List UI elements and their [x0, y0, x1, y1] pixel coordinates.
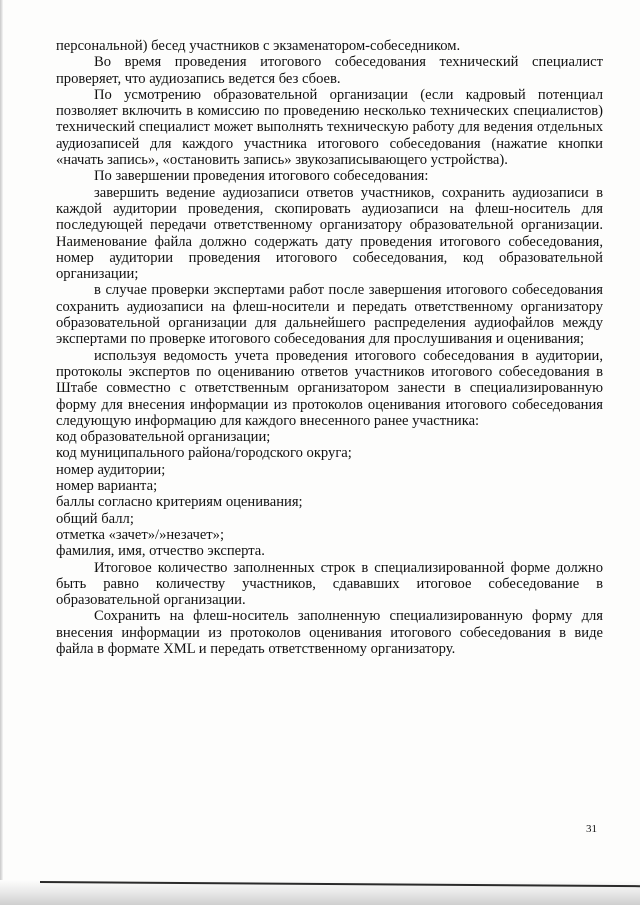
list-item-total-score: общий балл; [56, 510, 134, 527]
paragraph-technical-specialist: По усмотрению образовательной организации (если кадровый потенциал позволяет включить в комиссию по проведению несколько технических специалистов) технический специалист может выполнять техническую работу для ведения отдельных аудиозаписей для каждого участника итогового собеседования (нажатие кнопки «начать запись», «остановить запись» звукозаписывающего устройства). [56, 86, 603, 169]
paragraph-after-interview: По завершении проведения итогового собеседования: [94, 168, 429, 185]
list-item-pass-mark: отметка «зачет»/»незачет»; [56, 526, 225, 543]
page-number: 31 [586, 823, 597, 835]
list-item-district-code: код муниципального района/городского округа; [56, 445, 352, 462]
scan-left-edge [0, 0, 3, 905]
list-item-criteria-scores: баллы согласно критериям оценивания; [56, 494, 303, 511]
list-item-org-code: код образовательной организации; [56, 429, 271, 446]
paragraph-register-form: используя ведомость учета проведения итогового собеседования в аудитории, протоколы экспертов по оцениванию ответов участников итогового собеседования в Штабе совместно с ответственным организатором занести в специализированную форму для внесения информации из протоколов оценивания итогового собеседования следующую информацию для каждого внесенного ранее участника: [56, 347, 603, 429]
list-item-room-number: номер аудитории; [56, 461, 166, 478]
list-item-expert-name: фамилия, имя, отчество эксперта. [56, 543, 265, 560]
paragraph-finish-recording: завершить ведение аудиозаписи ответов участников, сохранить аудиозаписи в каждой аудитории проведения, скопировать аудиозаписи на флеш-носитель для последующей передачи ответственному организатору образовательной организации. Наименование файла должно содержать дату проведения итогового собеседования, номер аудитории проведения итогового собеседования, код образовательной организации; [56, 184, 603, 283]
paragraph-expert-check: в случае проверки экспертами работ после завершения итогового собеседования сохранить аудиозаписи на флеш-носители и передать ответственному организатору образовательной организации для дальнейшего распределения аудиофайлов между экспертами по проверке итогового собеседования для прослушивания и оценивания; [56, 282, 603, 348]
list-item-variant-number: номер варианта; [56, 478, 158, 495]
paragraph-continuation: персональной) бесед участников с экзаменатором-собеседником. [56, 38, 461, 54]
paragraph-row-count: Итоговое количество заполненных строк в специализированной форме должно быть равно количеству участников, сдававших итоговое собеседование в образовательной организации. [56, 559, 603, 609]
paragraph-audio-check: Во время проведения итогового собеседования технический специалист проверяет, что аудиозапись ведется без сбоев. [56, 54, 603, 87]
document-body [56, 38, 603, 657]
paragraph-save-xml: Сохранить на флеш-носитель заполненную специализированную форму для внесения информации из протоколов оценивания итогового собеседования в виде файла в формате XML и передать ответственному организатору. [56, 608, 603, 657]
